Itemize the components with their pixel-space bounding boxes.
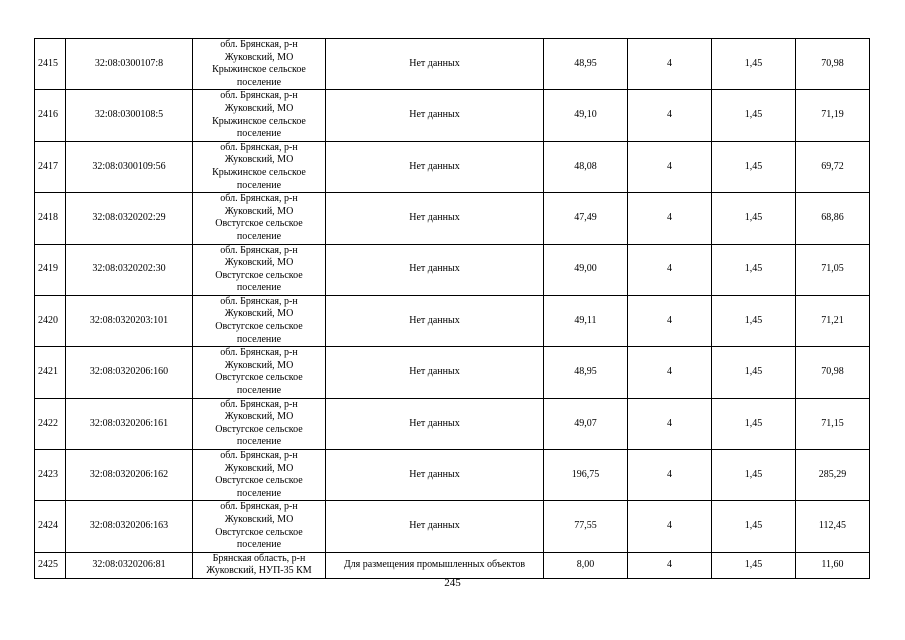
cadastral-number-cell: 32:08:0320206:162 (66, 450, 193, 501)
zone-cell: 4 (628, 501, 712, 552)
address-line: Жуковский, МО (224, 102, 294, 114)
area-cell: 48,95 (544, 39, 628, 90)
value-cell: 68,86 (796, 193, 870, 244)
row-number-cell: 2422 (35, 398, 66, 449)
purpose-cell: Для размещения промышленных объектов (326, 552, 544, 578)
coefficient-cell: 1,45 (712, 450, 796, 501)
cadastral-number-cell: 32:08:0320203:101 (66, 295, 193, 346)
address-line: Овстугское сельское (215, 372, 303, 384)
address-line: поселение (236, 385, 282, 397)
zone-cell: 4 (628, 193, 712, 244)
address-line: поселение (236, 436, 282, 448)
address-line: Овстугское сельское (215, 321, 303, 333)
coefficient-cell: 1,45 (712, 552, 796, 578)
cadastral-number-cell: 32:08:0300107:8 (66, 39, 193, 90)
area-cell: 196,75 (544, 450, 628, 501)
address-line: Овстугское сельское (215, 475, 303, 487)
coefficient-cell: 1,45 (712, 295, 796, 346)
coefficient-cell: 1,45 (712, 141, 796, 192)
row-number-cell: 2424 (35, 501, 66, 552)
address-cell (193, 39, 326, 90)
purpose-cell: Нет данных (326, 450, 544, 501)
address-line: поселение (236, 282, 282, 294)
table-row (35, 347, 870, 398)
address-cell (193, 244, 326, 295)
table-row (35, 450, 870, 501)
address-line: Жуковский, МО (224, 411, 294, 423)
address-line: обл. Брянская, р-н (220, 501, 298, 513)
purpose-cell: Нет данных (326, 90, 544, 141)
table-row (35, 141, 870, 192)
address-line: Брянская область, р-н (212, 552, 306, 564)
coefficient-cell: 1,45 (712, 347, 796, 398)
address-line: Жуковский, МО (224, 513, 294, 525)
address-cell (193, 450, 326, 501)
value-cell: 70,98 (796, 39, 870, 90)
table-row (35, 39, 870, 90)
row-number-cell: 2416 (35, 90, 66, 141)
address-line: поселение (236, 539, 282, 551)
cadastral-number-cell: 32:08:0300109:56 (66, 141, 193, 192)
coefficient-cell: 1,45 (712, 398, 796, 449)
address-line: обл. Брянская, р-н (220, 295, 298, 307)
value-cell: 71,05 (796, 244, 870, 295)
zone-cell: 4 (628, 450, 712, 501)
address-cell (193, 295, 326, 346)
value-cell: 71,15 (796, 398, 870, 449)
address-line: Жуковский, МО (224, 462, 294, 474)
address-line: Овстугское сельское (215, 423, 303, 435)
cadastral-number-cell: 32:08:0320206:160 (66, 347, 193, 398)
area-cell: 47,49 (544, 193, 628, 244)
zone-cell: 4 (628, 141, 712, 192)
coefficient-cell: 1,45 (712, 193, 796, 244)
area-cell: 49,11 (544, 295, 628, 346)
address-line: Крыжинское сельское (212, 115, 306, 127)
table-row (35, 501, 870, 552)
value-cell: 71,19 (796, 90, 870, 141)
address-cell (193, 552, 326, 578)
purpose-cell: Нет данных (326, 39, 544, 90)
cadastral-number-cell: 32:08:0320206:81 (66, 552, 193, 578)
address-line: обл. Брянская, р-н (220, 450, 298, 461)
area-cell: 8,00 (544, 552, 628, 578)
address-line: Жуковский, МО (224, 154, 294, 166)
table-row (35, 552, 870, 578)
address-cell (193, 347, 326, 398)
value-cell: 285,29 (796, 450, 870, 501)
value-cell: 69,72 (796, 141, 870, 192)
address-line: обл. Брянская, р-н (220, 141, 298, 153)
row-number-cell: 2415 (35, 39, 66, 90)
address-line: Жуковский, МО (224, 51, 294, 63)
address-line: поселение (236, 230, 282, 242)
purpose-cell: Нет данных (326, 398, 544, 449)
coefficient-cell: 1,45 (712, 39, 796, 90)
row-number-cell: 2417 (35, 141, 66, 192)
area-cell: 48,95 (544, 347, 628, 398)
zone-cell: 4 (628, 552, 712, 578)
row-number-cell: 2421 (35, 347, 66, 398)
address-cell (193, 398, 326, 449)
zone-cell: 4 (628, 347, 712, 398)
address-line: обл. Брянская, р-н (220, 90, 298, 102)
address-line: Жуковский, НУП-35 КМ (206, 565, 312, 577)
row-number-cell: 2425 (35, 552, 66, 578)
address-line: обл. Брянская, р-н (220, 39, 298, 50)
zone-cell: 4 (628, 295, 712, 346)
value-cell: 71,21 (796, 295, 870, 346)
zone-cell: 4 (628, 90, 712, 141)
value-cell: 11,60 (796, 552, 870, 578)
address-line: обл. Брянская, р-н (220, 398, 298, 410)
cadastral-number-cell: 32:08:0300108:5 (66, 90, 193, 141)
address-line: поселение (236, 333, 282, 345)
table-row (35, 398, 870, 449)
row-number-cell: 2418 (35, 193, 66, 244)
row-number-cell: 2419 (35, 244, 66, 295)
address-line: Овстугское сельское (215, 526, 303, 538)
area-cell: 49,07 (544, 398, 628, 449)
address-line: Жуковский, МО (224, 205, 294, 217)
coefficient-cell: 1,45 (712, 501, 796, 552)
cadastral-number-cell: 32:08:0320206:161 (66, 398, 193, 449)
address-line: Жуковский, МО (224, 257, 294, 269)
value-cell: 112,45 (796, 501, 870, 552)
address-cell (193, 193, 326, 244)
area-cell: 48,08 (544, 141, 628, 192)
cadastral-number-cell: 32:08:0320202:30 (66, 244, 193, 295)
address-line: поселение (236, 128, 282, 140)
purpose-cell: Нет данных (326, 501, 544, 552)
table-row (35, 295, 870, 346)
address-line: поселение (236, 487, 282, 499)
table-row (35, 90, 870, 141)
address-line: обл. Брянская, р-н (220, 347, 298, 359)
address-line: Жуковский, МО (224, 308, 294, 320)
address-line: Крыжинское сельское (212, 64, 306, 76)
cadastral-number-cell: 32:08:0320202:29 (66, 193, 193, 244)
purpose-cell: Нет данных (326, 141, 544, 192)
address-cell (193, 141, 326, 192)
area-cell: 49,00 (544, 244, 628, 295)
row-number-cell: 2420 (35, 295, 66, 346)
value-cell: 70,98 (796, 347, 870, 398)
table-row (35, 244, 870, 295)
zone-cell: 4 (628, 244, 712, 295)
address-line: поселение (236, 76, 282, 88)
cadastral-number-cell: 32:08:0320206:163 (66, 501, 193, 552)
area-cell: 49,10 (544, 90, 628, 141)
address-line: поселение (236, 179, 282, 191)
area-cell: 77,55 (544, 501, 628, 552)
address-line: Овстугское сельское (215, 269, 303, 281)
address-line: обл. Брянская, р-н (220, 244, 298, 256)
purpose-cell: Нет данных (326, 347, 544, 398)
table-row (35, 193, 870, 244)
registry-table (34, 38, 870, 579)
registry-body (35, 39, 870, 579)
address-line: Овстугское сельское (215, 218, 303, 230)
address-line: Жуковский, МО (224, 359, 294, 371)
address-line: обл. Брянская, р-н (220, 193, 298, 205)
page-number: 245 (444, 577, 461, 589)
zone-cell: 4 (628, 398, 712, 449)
zone-cell: 4 (628, 39, 712, 90)
coefficient-cell: 1,45 (712, 244, 796, 295)
address-cell (193, 501, 326, 552)
purpose-cell: Нет данных (326, 244, 544, 295)
address-cell (193, 90, 326, 141)
purpose-cell: Нет данных (326, 295, 544, 346)
coefficient-cell: 1,45 (712, 90, 796, 141)
purpose-cell: Нет данных (326, 193, 544, 244)
row-number-cell: 2423 (35, 450, 66, 501)
address-line: Крыжинское сельское (212, 166, 306, 178)
